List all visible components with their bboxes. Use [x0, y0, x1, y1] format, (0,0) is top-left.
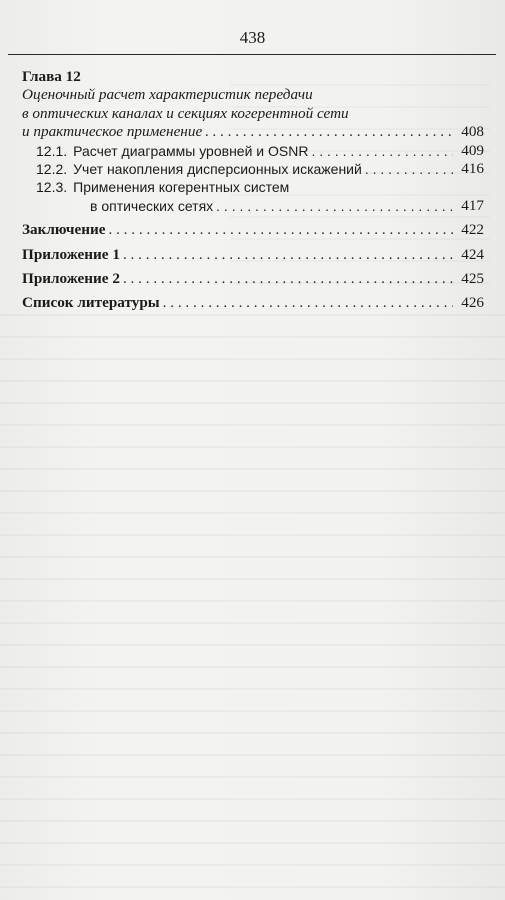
section-title: Расчет диаграммы уровней и OSNR — [73, 142, 309, 159]
chapter-page: 408 — [461, 123, 484, 141]
leader-dots — [108, 221, 453, 239]
table-of-contents — [22, 68, 484, 313]
section-page: 416 — [461, 160, 484, 178]
section-title-cont: в оптических сетях — [90, 197, 214, 214]
entry-page: 422 — [461, 221, 484, 239]
section-number: 12.2. — [36, 161, 68, 178]
leader-dots — [311, 142, 453, 160]
leader-dots — [163, 294, 453, 312]
entry-title: Приложение 1 — [22, 245, 120, 263]
toc-entry-references — [22, 294, 484, 312]
section-number: 12.1. — [36, 142, 68, 159]
entry-page: 424 — [461, 245, 484, 263]
entry-title: Приложение 2 — [22, 270, 120, 288]
header-rule — [8, 54, 496, 55]
toc-entry-appendix-1 — [22, 246, 484, 264]
toc-entry-12-2 — [22, 160, 484, 178]
toc-entry-appendix-2 — [22, 270, 484, 288]
section-title: Учет накопления дисперсионных искажений — [73, 161, 362, 178]
leader-dots — [365, 160, 453, 178]
leader-dots — [205, 123, 453, 141]
page-number: 438 — [239, 28, 266, 47]
toc-entry-12-3 — [22, 178, 484, 196]
chapter-title-line-3-text: и практическое применение — [22, 123, 203, 141]
chapter-title-line-2: в оптических каналах и секциях когерентной сети — [22, 104, 349, 122]
toc-entry-12-3-cont — [22, 197, 484, 215]
leader-dots — [123, 270, 453, 288]
chapter-title-line-3 — [22, 123, 484, 141]
toc-entry-12-1 — [22, 142, 484, 160]
entry-page: 426 — [461, 294, 484, 312]
toc-entry-conclusion — [22, 221, 484, 239]
section-page: 409 — [461, 141, 484, 159]
leader-dots — [216, 197, 453, 215]
entry-title: Список литературы — [22, 294, 160, 312]
section-title: Применения когерентных систем — [73, 179, 290, 196]
entry-page: 425 — [461, 270, 484, 288]
bleed-through-text — [0, 300, 505, 900]
section-page: 417 — [461, 196, 484, 214]
chapter-label: Глава 12 — [22, 68, 81, 85]
chapter-title-line-1: Оценочный расчет характеристик передачи — [22, 86, 313, 104]
leader-dots — [123, 246, 453, 264]
entry-title: Заключение — [22, 221, 106, 239]
section-number: 12.3. — [36, 179, 68, 196]
